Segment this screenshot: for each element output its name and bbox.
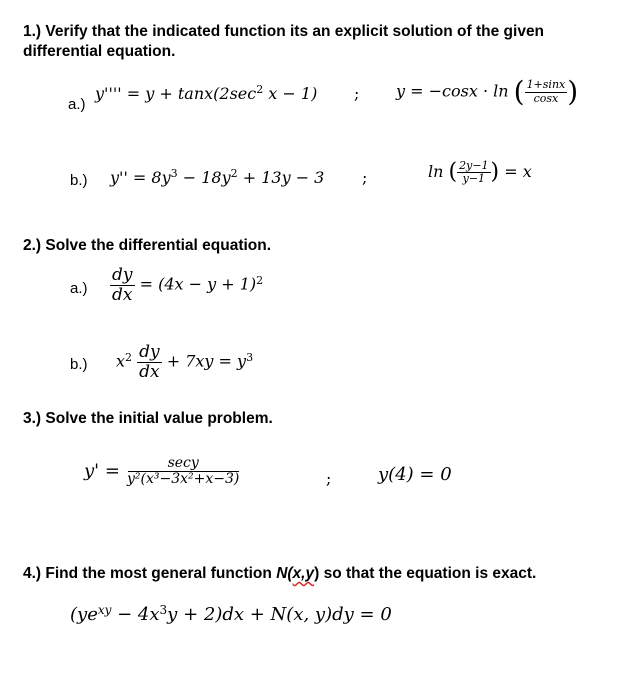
q4-eq-exp2: 3: [159, 603, 168, 617]
q4-eq-pre: (ye: [70, 604, 98, 625]
q4-heading-fn: N(: [276, 565, 293, 582]
q2b-equation: [116, 343, 253, 381]
q2b-num: dy: [139, 342, 160, 362]
q2a-fraction: [110, 266, 135, 304]
q2b-fraction: [137, 343, 162, 381]
q3-lhs: y' =: [84, 460, 120, 482]
q4-heading: [23, 564, 536, 584]
q3-initial-condition: y(4) = 0: [378, 464, 452, 485]
q3-heading: 3.) Solve the initial value problem.: [23, 410, 273, 427]
q1b-eq-e2: 2: [230, 167, 238, 180]
q1a-eq-end: x − 1): [268, 84, 318, 103]
q3-num: secy: [128, 456, 239, 472]
q1b-sol-fraction: [457, 160, 490, 185]
q2-heading: 2.) Solve the differential equation.: [23, 237, 272, 254]
q1a-label: a.): [68, 96, 86, 113]
q2b-label: b.): [70, 356, 88, 373]
q1b-sol-num: 2y−1: [459, 159, 489, 172]
q4-heading-post: ) so that the equation is exact.: [314, 565, 537, 582]
q2b-pre: x: [116, 351, 126, 371]
q1a-eq-lhs: y'''': [95, 84, 122, 103]
q4-heading-args: x,y: [292, 565, 315, 582]
q4-eq-mid: − 4x: [111, 604, 160, 625]
q1b-solution: ln ( $\frac{2y-1}{y-1}$ ) = x: [428, 159, 532, 186]
q1b-sol-end: = x: [504, 162, 532, 182]
q1-heading-line2: differential equation.: [23, 43, 176, 60]
q3-fraction: [125, 456, 241, 488]
q1-heading: [23, 22, 544, 62]
q2a-rhs-exp: 2: [256, 273, 264, 287]
q2a-den: dx: [112, 284, 133, 305]
q2b-rhs: + 7xy = y: [166, 351, 247, 371]
q2b-rhs-exp: 3: [246, 350, 254, 364]
q1b-sol-den: y−1: [462, 172, 486, 186]
q1a-eq-exp: 2: [256, 83, 264, 96]
q2a-label: a.): [70, 280, 88, 297]
q2a-rhs: = (4x − y + 1): [139, 274, 257, 294]
q1a-solution: y = −cosx · ln ( $\frac{1+\sin x}{\cos x}$ ): [396, 75, 579, 108]
q1b-separator: ;: [362, 168, 368, 187]
q1a-eq-mid: = y + tanx(2sec: [126, 84, 257, 103]
q1b-equation: [110, 167, 324, 191]
q2a-num: dy: [112, 265, 133, 285]
q2b-den: dx: [139, 361, 160, 382]
q1a-separator: ;: [354, 84, 360, 103]
q1a-equation: [95, 83, 317, 107]
q1b-label: b.): [70, 172, 88, 189]
q3-den: y²(x³−3x²+x−3): [127, 471, 240, 488]
q1b-eq-mid: − 18y: [177, 168, 231, 187]
q4-equation: [70, 604, 392, 627]
q3-equation: [84, 456, 241, 488]
q1b-eq-end: + 13y − 3: [237, 168, 325, 187]
q1b-sol-pre: ln: [428, 162, 444, 182]
q1a-sol-fraction: [525, 79, 568, 104]
q1a-sol-pre: y = −cosx · ln: [396, 81, 509, 101]
q1a-sol-den: cosx: [533, 91, 559, 105]
q1a-sol-num: 1+sinx: [526, 78, 566, 92]
q3-separator: ;: [326, 469, 332, 488]
q4-eq-end: y + 2)dx + N(x, y)dy = 0: [167, 604, 392, 625]
q1b-eq-e1: 3: [170, 167, 178, 180]
q1b-eq-lhs: y'' = 8y: [110, 168, 171, 187]
q2a-equation: [110, 266, 263, 304]
q4-heading-pre: 4.) Find the most general function: [23, 565, 277, 582]
q2b-pre-exp: 2: [125, 350, 133, 364]
q1-heading-line1: 1.) Verify that the indicated function its an explicit solution of the given: [23, 23, 545, 40]
q4-eq-exp: xy: [97, 603, 112, 617]
